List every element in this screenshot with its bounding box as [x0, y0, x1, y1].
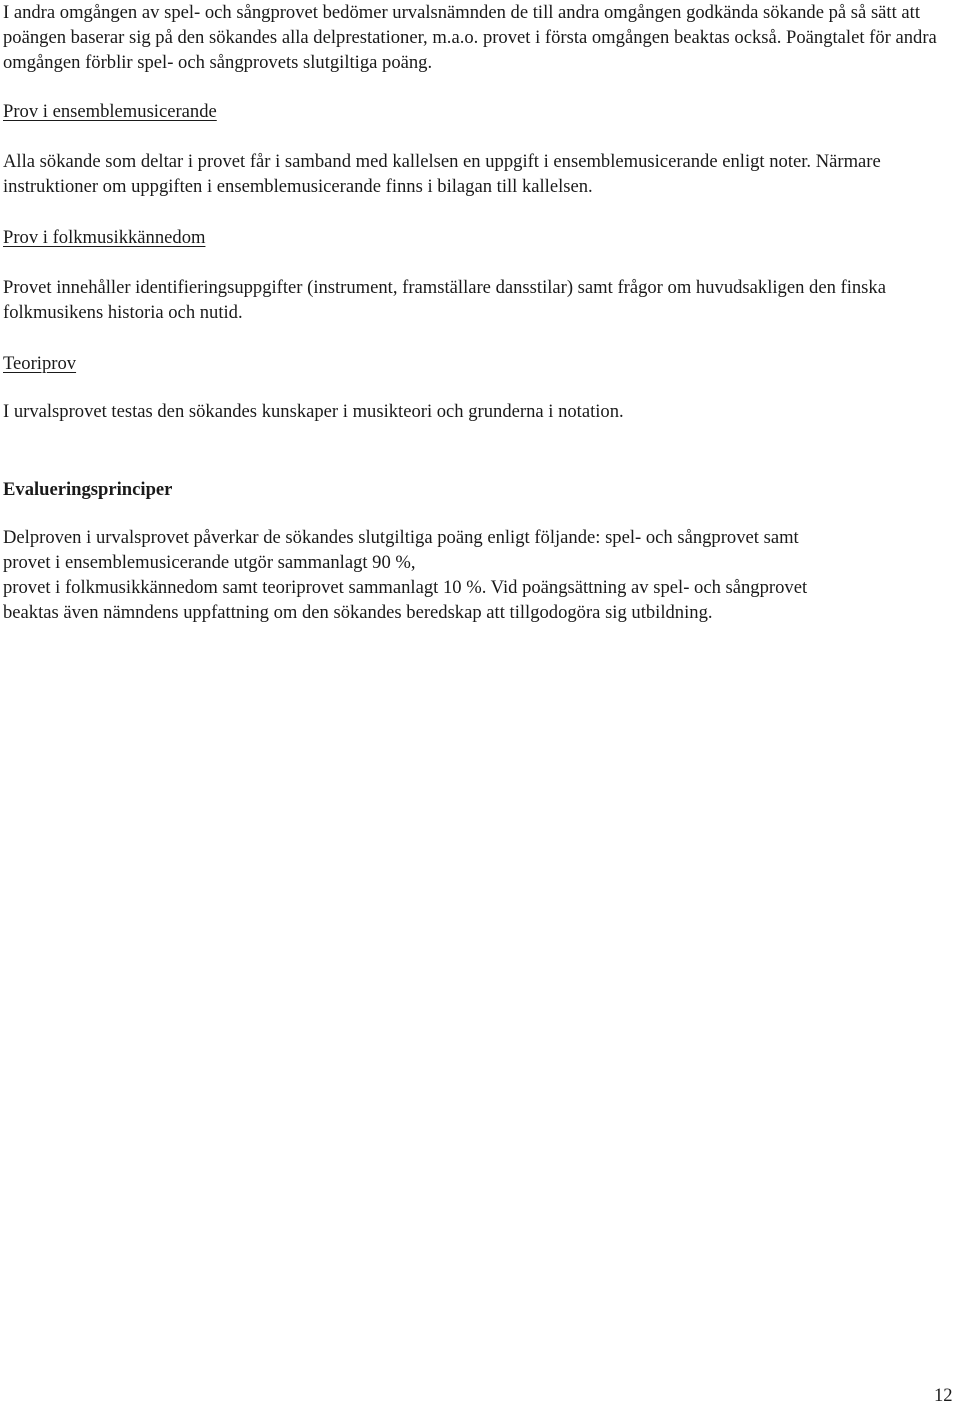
ensemble-body — [3, 149, 955, 199]
evaluation-line-2: provet i ensemblemusicerande utgör sammanlagt 90 %, — [3, 552, 416, 573]
evaluation-section — [3, 477, 955, 502]
theory-section — [3, 351, 955, 376]
intro-paragraph: I andra omgången av spel- och sångprovet bedömer urvalsnämnden de till andra omgången godkända sökande på så sätt att poängen baserar sig på den sökandes alla delprestationer, m.a.o. provet i första omgången beaktas också. Poängtalet för andra omgången förblir spel- och sångprovets slutgiltiga poäng. — [3, 2, 937, 73]
folk-section — [3, 225, 955, 250]
theory-paragraph: I urvalsprovet testas den sökandes kunskaper i musikteori och grunderna i notation. — [3, 401, 624, 422]
page-number: 12 — [934, 1385, 953, 1406]
folk-paragraph: Provet innehåller identifieringsuppgifter (instrument, framställare dansstilar) samt frågor om huvudsakligen den finska folkmusikens historia och nutid. — [3, 277, 886, 323]
ensemble-section — [3, 99, 955, 124]
theory-body — [3, 399, 955, 424]
evaluation-line-1: Delproven i urvalsprovet påverkar de sökandes slutgiltiga poäng enligt följande: spel- och sångprovet samt — [3, 527, 799, 548]
evaluation-heading: Evalueringsprinciper — [3, 479, 173, 500]
folk-body — [3, 275, 955, 325]
theory-heading: Teoriprov — [3, 353, 77, 374]
evaluation-line-4: beaktas även nämndens uppfattning om den sökandes beredskap att tillgodogöra sig utbildning. — [3, 602, 713, 623]
evaluation-body — [3, 525, 955, 625]
intro-section — [3, 0, 955, 75]
ensemble-paragraph: Alla sökande som deltar i provet får i samband med kallelsen en uppgift i ensemblemusicerande enligt noter. Närmare instruktioner om uppgiften i ensemblemusicerande finns i bilagan till kallelsen. — [3, 151, 881, 197]
folk-heading: Prov i folkmusikkännedom — [3, 227, 206, 248]
ensemble-heading: Prov i ensemblemusicerande — [3, 101, 217, 122]
evaluation-line-3: provet i folkmusikkännedom samt teoriprovet sammanlagt 10 %. Vid poängsättning av spel- och sångprovet — [3, 577, 808, 598]
